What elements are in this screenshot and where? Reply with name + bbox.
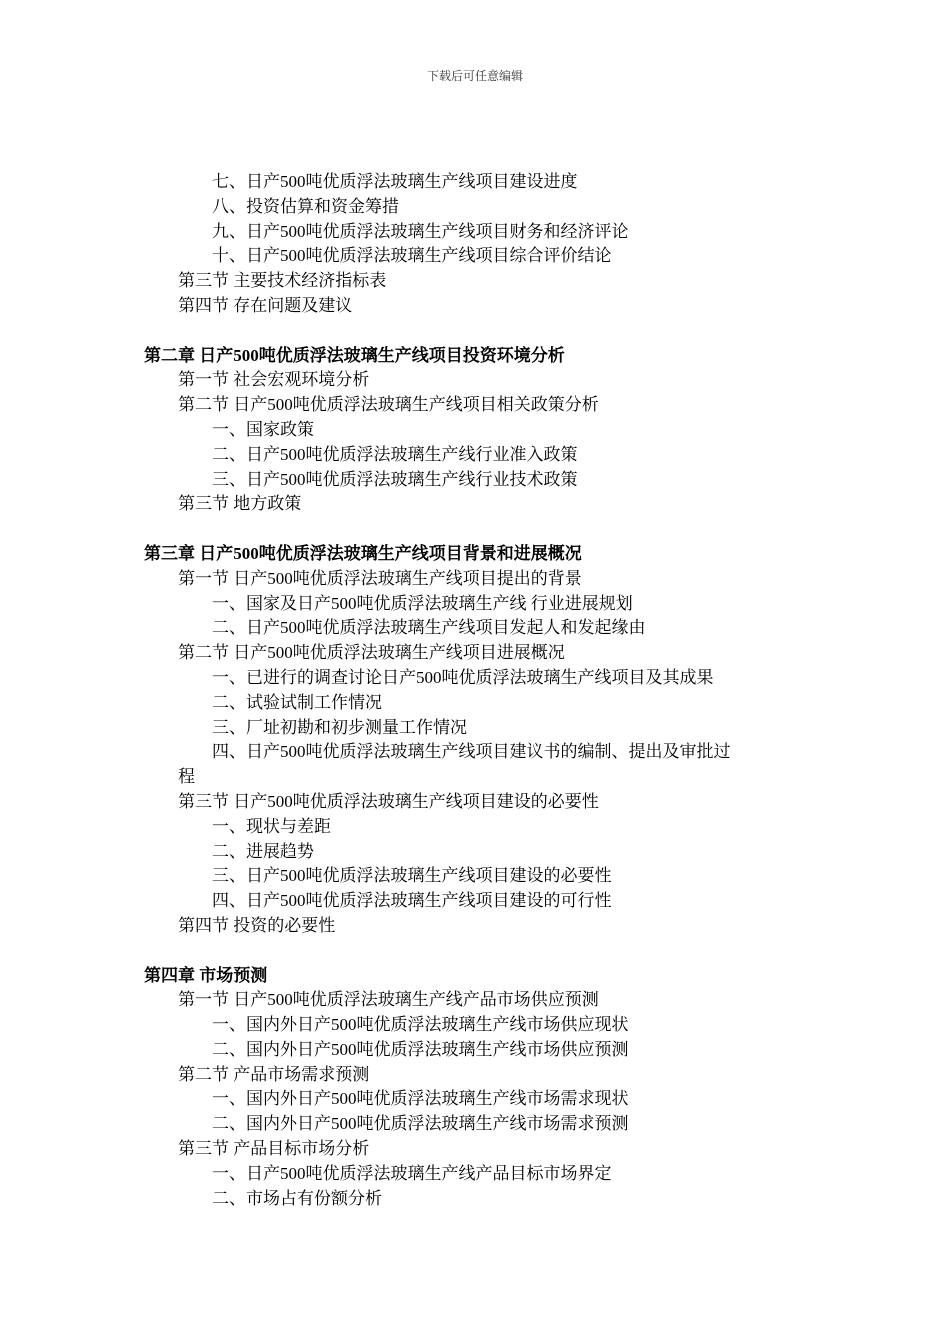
toc-item: 二、国内外日产500吨优质浮法玻璃生产线市场需求预测	[212, 1114, 629, 1134]
spacer	[144, 319, 824, 344]
toc-section: 第二节 日产500吨优质浮法玻璃生产线项目相关政策分析	[178, 395, 599, 415]
toc-item: 八、投资估算和资金筹措	[212, 196, 399, 216]
page-header: 下载后可任意编辑	[426, 69, 523, 83]
toc-item: 二、日产500吨优质浮法玻璃生产线项目发起人和发起缘由	[212, 618, 646, 638]
toc-item: 一、国家政策	[212, 419, 314, 439]
toc-item: 一、国内外日产500吨优质浮法玻璃生产线市场需求现状	[212, 1089, 629, 1109]
toc-section: 第四节 存在问题及建议	[178, 295, 353, 315]
toc-chapter-heading: 第二章 日产500吨优质浮法玻璃生产线项目投资环境分析	[144, 345, 565, 365]
toc-item: 一、国家及日产500吨优质浮法玻璃生产线 行业进展规划	[212, 593, 633, 613]
toc-section: 第四节 投资的必要性	[178, 915, 336, 935]
toc-item: 十、日产500吨优质浮法玻璃生产线项目综合评价结论	[212, 246, 612, 266]
toc-section: 第三节 主要技术经济指标表	[178, 271, 387, 291]
toc-item: 四、日产500吨优质浮法玻璃生产线项目建议书的编制、提出及审批过	[212, 742, 731, 762]
spacer	[144, 517, 824, 542]
toc-section: 第三节 日产500吨优质浮法玻璃生产线项目建设的必要性	[178, 791, 599, 811]
toc-chapter-heading: 第四章 市场预测	[144, 965, 268, 985]
toc-item: 二、市场占有份额分析	[212, 1188, 382, 1208]
toc-item-continuation: 程	[178, 767, 195, 787]
toc-item: 三、厂址初勘和初步测量工作情况	[212, 717, 467, 737]
toc-item: 三、日产500吨优质浮法玻璃生产线行业技术政策	[212, 469, 578, 489]
toc-section: 第二节 产品市场需求预测	[178, 1064, 370, 1084]
toc-item: 一、国内外日产500吨优质浮法玻璃生产线市场供应现状	[212, 1015, 629, 1035]
toc-section: 第一节 社会宏观环境分析	[178, 370, 370, 390]
toc-item: 二、试验试制工作情况	[212, 692, 382, 712]
toc-section: 第二节 日产500吨优质浮法玻璃生产线项目进展概况	[178, 643, 565, 663]
table-of-contents	[144, 170, 824, 1211]
toc-item: 一、日产500吨优质浮法玻璃生产线产品目标市场界定	[212, 1163, 612, 1183]
toc-item: 四、日产500吨优质浮法玻璃生产线项目建设的可行性	[212, 891, 612, 911]
toc-section: 第三节 地方政策	[178, 494, 302, 514]
toc-section: 第一节 日产500吨优质浮法玻璃生产线项目提出的背景	[178, 568, 582, 588]
toc-section: 第一节 日产500吨优质浮法玻璃生产线产品市场供应预测	[178, 990, 599, 1010]
toc-item: 七、日产500吨优质浮法玻璃生产线项目建设进度	[212, 172, 578, 191]
toc-item: 二、国内外日产500吨优质浮法玻璃生产线市场供应预测	[212, 1039, 629, 1059]
toc-item: 二、日产500吨优质浮法玻璃生产线行业准入政策	[212, 444, 578, 464]
toc-chapter-heading: 第三章 日产500吨优质浮法玻璃生产线项目背景和进展概况	[144, 543, 582, 563]
toc-item: 九、日产500吨优质浮法玻璃生产线项目财务和经济评论	[212, 221, 629, 241]
toc-section: 第三节 产品目标市场分析	[178, 1139, 370, 1159]
spacer	[144, 939, 824, 964]
toc-item: 一、已进行的调查讨论日产500吨优质浮法玻璃生产线项目及其成果	[212, 667, 714, 687]
toc-item: 一、现状与差距	[212, 816, 331, 836]
toc-item: 二、进展趋势	[212, 841, 314, 861]
toc-item: 三、日产500吨优质浮法玻璃生产线项目建设的必要性	[212, 866, 612, 886]
